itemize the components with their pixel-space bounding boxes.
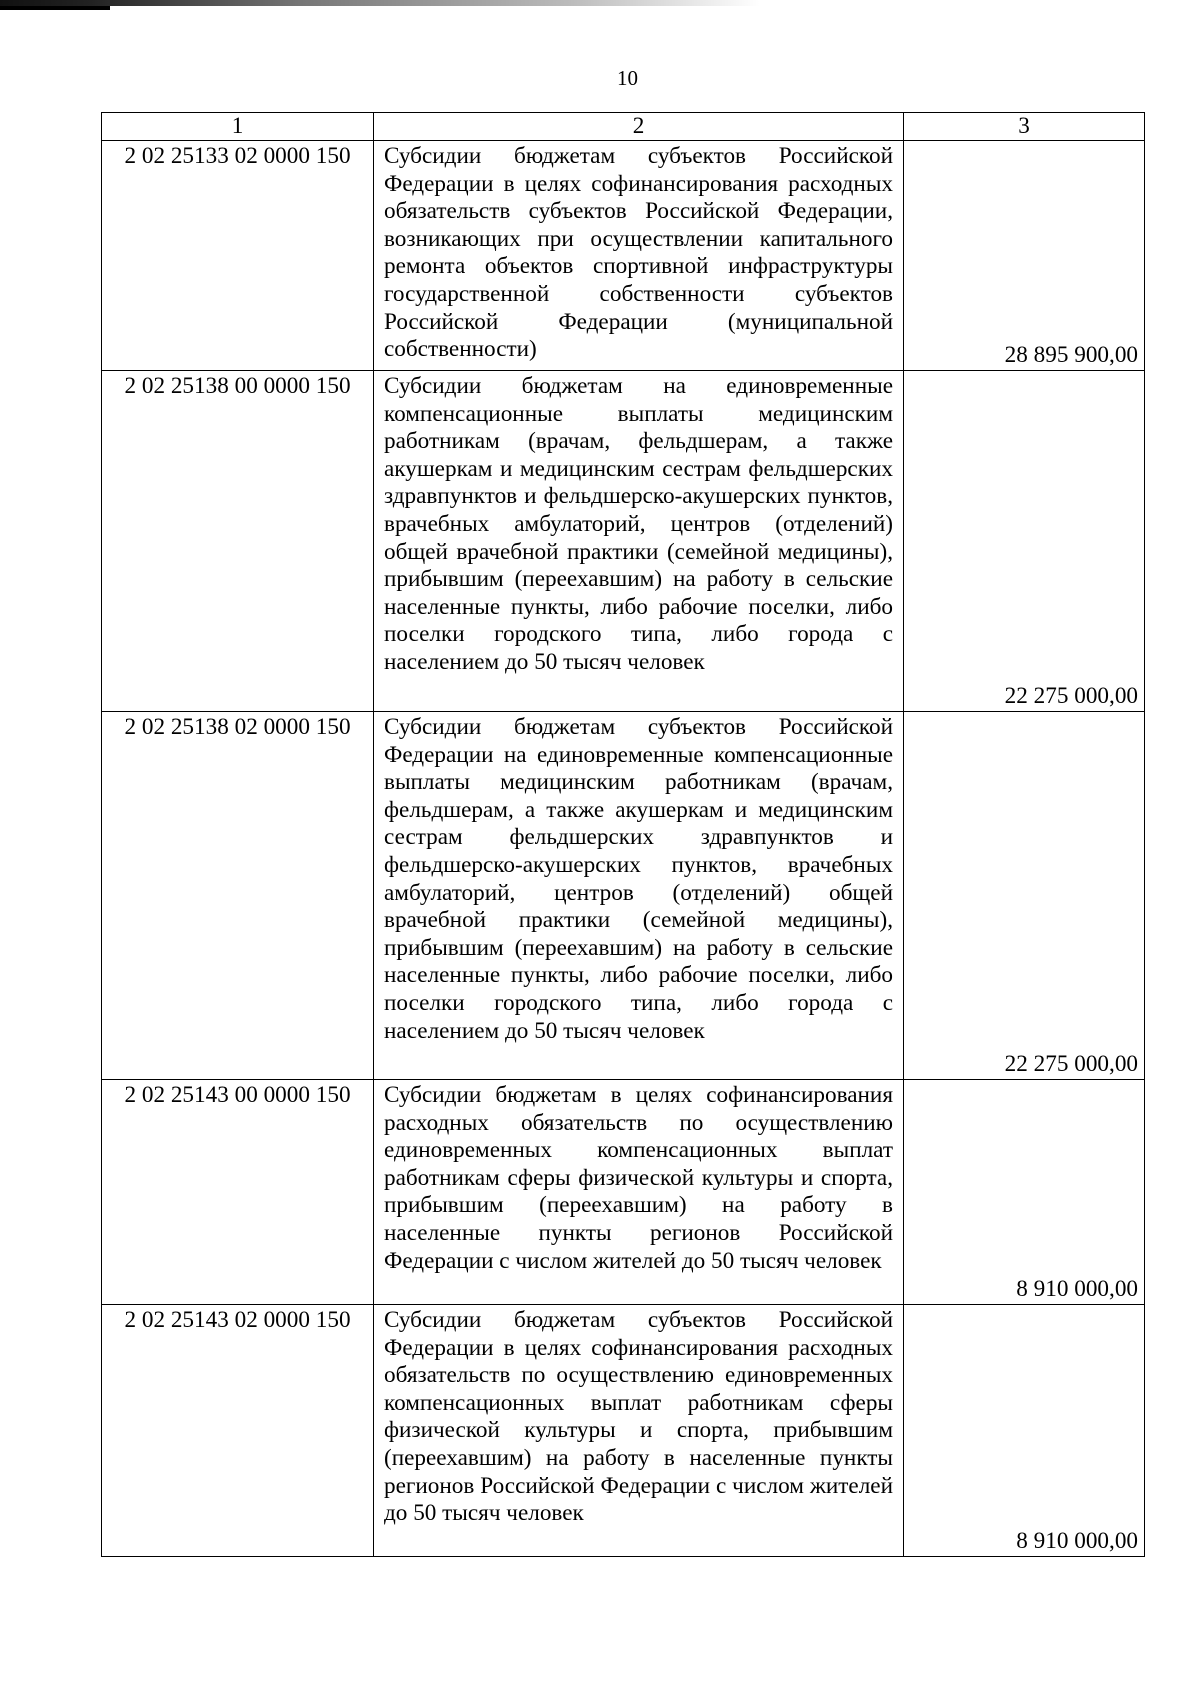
budget-code: 2 02 25143 00 0000 150 bbox=[102, 1080, 374, 1305]
budget-code: 2 02 25133 02 0000 150 bbox=[102, 141, 374, 371]
budget-amount: 8 910 000,00 bbox=[904, 1080, 1145, 1305]
budget-description: Субсидии бюджетам в целях софинансирования расходных обязательств по осуществлению единовременных компенсационных выплат работникам сферы физической культуры и спорта, прибывшим (переехавшим) на работу в населенные пункты регионов Российской Федерации с числом жителей до 50 тысяч человек bbox=[374, 1080, 904, 1305]
budget-description: Субсидии бюджетам на единовременные компенсационные выплаты медицинским работникам (врачам, фельдшерам, а также акушеркам и медицинским сестрам фельдшерских здравпунктов и фельдшерско-акушерских пунктов, врачебных амбулаторий, центров (отделений) общей врачебной практики (семейной медицины), прибывшим (переехавшим) на работу в сельские населенные пункты, либо рабочие поселки, либо поселки городского типа, либо города с населением до 50 тысяч человек bbox=[374, 371, 904, 712]
budget-amount: 28 895 900,00 bbox=[904, 141, 1145, 371]
budget-description: Субсидии бюджетам субъектов Российской Федерации на единовременные компенсационные выплаты медицинским работникам (врачам, фельдшерам, а также акушеркам и медицинским сестрам фельдшерских здравпунктов и фельдшерско-акушерских пунктов, врачебных амбулаторий, центров (отделений) общей врачебной практики (семейной медицины), прибывшим (переехавшим) на работу в сельские населенные пункты, либо рабочие поселки, либо поселки городского типа, либо города с населением до 50 тысяч человек bbox=[374, 712, 904, 1080]
table-header-row bbox=[102, 113, 1145, 141]
budget-amount: 22 275 000,00 bbox=[904, 371, 1145, 712]
page-number: 10 bbox=[617, 66, 638, 90]
scan-artifact-bar bbox=[0, 0, 760, 6]
budget-description: Субсидии бюджетам субъектов Российской Федерации в целях софинансирования расходных обязательств по осуществлению единовременных компенсационных выплат работникам сферы физической культуры и спорта, прибывшим (переехавшим) на работу в населенные пункты регионов Российской Федерации с числом жителей до 50 тысяч человек bbox=[374, 1305, 904, 1557]
table-row bbox=[102, 712, 1145, 1080]
column-header-2: 2 bbox=[374, 113, 904, 141]
table-row bbox=[102, 1080, 1145, 1305]
table-row bbox=[102, 371, 1145, 712]
budget-code: 2 02 25143 02 0000 150 bbox=[102, 1305, 374, 1557]
budget-code: 2 02 25138 02 0000 150 bbox=[102, 712, 374, 1080]
table-row bbox=[102, 141, 1145, 371]
column-header-3: 3 bbox=[904, 113, 1145, 141]
column-header-1: 1 bbox=[102, 113, 374, 141]
budget-table bbox=[101, 112, 1145, 1557]
budget-amount: 8 910 000,00 bbox=[904, 1305, 1145, 1557]
budget-description: Субсидии бюджетам субъектов Российской Федерации в целях софинансирования расходных обязательств субъектов Российской Федерации, возникающих при осуществлении капитального ремонта объектов спортивной инфраструктуры государственной собственности субъектов Российской Федерации (муниципальной собственности) bbox=[374, 141, 904, 371]
budget-code: 2 02 25138 00 0000 150 bbox=[102, 371, 374, 712]
budget-amount: 22 275 000,00 bbox=[904, 712, 1145, 1080]
table-row bbox=[102, 1305, 1145, 1557]
